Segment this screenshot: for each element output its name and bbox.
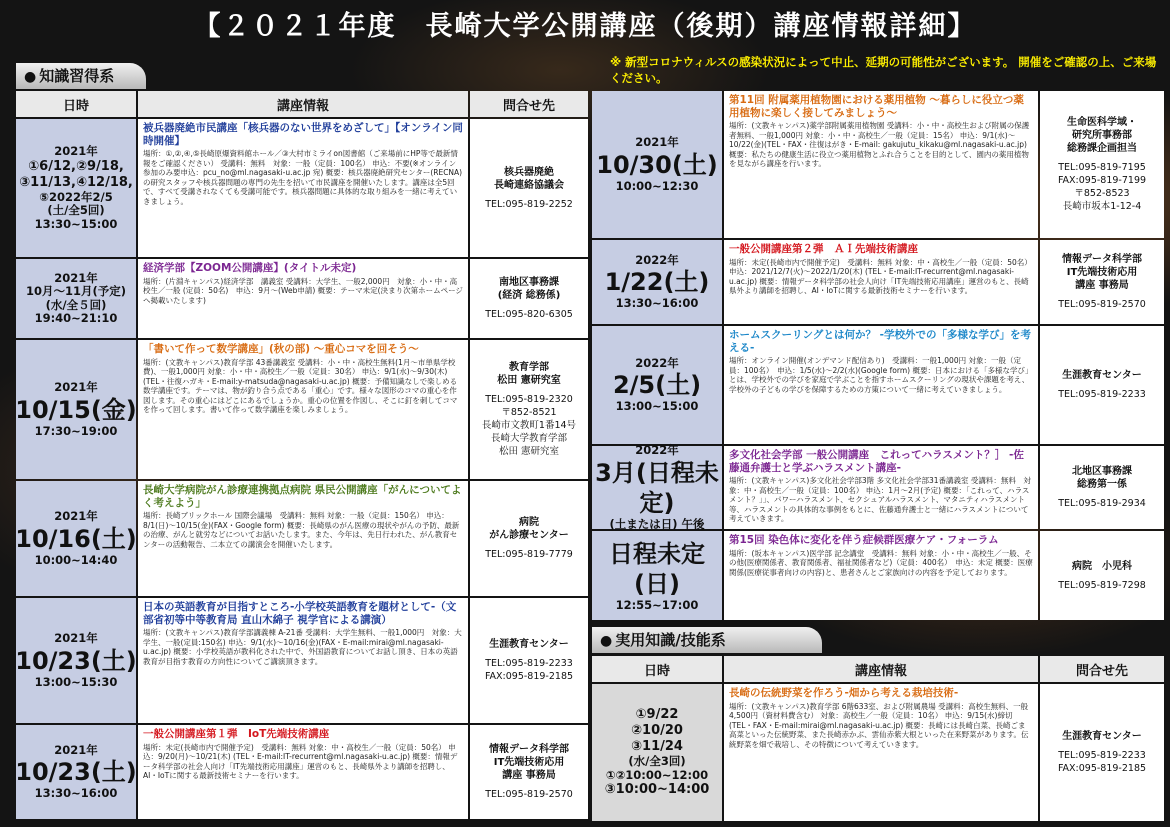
lecture-contact — [470, 119, 588, 257]
date-line: 10/15(金) — [15, 395, 137, 424]
lecture-contact — [1040, 240, 1164, 324]
column-header-info: 講座情報 — [724, 656, 1038, 682]
date-line: 13:30~16:00 — [615, 296, 699, 310]
section-knowledge-header — [16, 63, 146, 89]
contact-phone-line: 〒852-8523 — [1074, 188, 1130, 199]
date-line: (水/全3回) — [628, 754, 686, 768]
contact-phone-line: TEL:095-819-2233 — [1058, 750, 1146, 761]
contact-phone-line: FAX:095-819-2185 — [1057, 763, 1147, 774]
contact-name: 総務第一係 — [1077, 479, 1127, 490]
contact-phone — [1058, 161, 1146, 213]
date-line: ③11/24 — [631, 739, 683, 754]
contact-name: 総務課企画担当 — [1067, 143, 1137, 154]
date-line: 13:00~15:30 — [34, 674, 118, 689]
contact-name: 病院 小児科 — [1072, 560, 1132, 572]
lecture-title: 一般公開講座第１弾 IoT先端技術講座 — [143, 728, 330, 740]
lecture-info — [138, 259, 468, 338]
lecture-details: 場所：(片淵キャンパス)経済学部 講義室 受講料：大学生、一般2,000円 対象：小・中・高校生／一般 (定員：50名) 申込：9月～(Web申請) 概要：テーマ未定(決まり次第ホームページへ掲載いたします) — [143, 276, 463, 305]
lecture-title: 経済学部【ZOOM公開講座】(タイトル未定) — [143, 262, 357, 274]
lecture-title: 日本の英語教育が目指すところ-小学校英語教育を題材として-（文部省初等中等教育局 直山木綿子 視学官による講演） — [143, 601, 457, 626]
lecture-details: 場所：(文教キャンパス)教育学部 6階633室、および附属農場 受講料：高校生無料、一般4,500円（資材料費含む） 対象：高校生／一般（定員：10名） 申込：9/15(水)締切(TEL・FAX・E-mail:mirai@ml.nagasaki-u.ac.jp) 概要：長崎には長崎白菜、長崎ごま高菜といった伝統野菜、また長崎赤かぶ、雲仙赤紫大根といった在来野菜があります。伝統野菜を畑で栽培し、その特徴について考えていきます。 — [729, 701, 1029, 749]
date-line: 2022年 — [635, 355, 679, 370]
contact-name: 松田 憲研究室 — [497, 375, 561, 386]
date-line: ①9/22 — [635, 707, 679, 722]
column-header-contact: 問合せ先 — [1040, 656, 1164, 682]
date-line: ③11/13,④12/18, — [19, 174, 133, 190]
contact-phone-line: 松田 憲研究室 — [498, 446, 559, 457]
lecture-title: 被兵器廃絶市民講座「核兵器のない世界をめざして」【オンライン同時開催】 — [143, 122, 463, 147]
date-line: 10/30(土) — [596, 150, 718, 179]
lecture-title: 第15回 染色体に変化を伴う症候群医療ケア・フォーラム — [729, 534, 999, 546]
contact-name: 講座 事務局 — [1075, 280, 1129, 291]
date-line: 12:55~17:00 — [615, 597, 699, 612]
lecture-contact — [1040, 446, 1164, 529]
contact-phone-line: 長崎市文教町1番14号 — [481, 420, 577, 431]
page-title: 【２０２１年度 長崎大学公開講座（後期）講座情報詳細】 — [193, 11, 977, 42]
lecture-date — [592, 91, 722, 238]
contact-phone — [485, 657, 573, 683]
lecture-details: 場所：未定(長崎市内で開催予定) 受講料：無料 対象：中・高校生／一般（定員：50名） 申込：9/20(月)～10/21(木) (TEL・E-mail:IT-recurrent@ml.nagasaki-u.ac.jp) 概要：情報データ科学部の社会人向け「IT先端技術応用講座」運営のもと、長崎県外より講師を招聘し、AI・IoTに関する最新技術セミナーを行います。 — [143, 742, 458, 781]
contact-phone-line: TEL:095-819-7298 — [1058, 579, 1146, 591]
date-line: 13:00~15:00 — [615, 399, 699, 413]
date-line: 2021年 — [54, 380, 98, 394]
lecture-info — [724, 240, 1038, 324]
date-line: (水/全５回) — [45, 297, 107, 312]
contact-name: 生涯教育センター — [1062, 370, 1142, 381]
section-practical-header — [592, 627, 822, 653]
date-line: ①②10:00~12:00 — [605, 767, 709, 782]
contact-name: 講座 事務局 — [502, 770, 556, 781]
lecture-date — [16, 725, 136, 819]
lecture-contact — [470, 481, 588, 596]
contact-phone-line: TEL:095-819-2934 — [1058, 498, 1146, 509]
lecture-details: 場所：オンライン開催(オンデマンド配信あり) 受講料：一般1,000円 対象：一般（定員：100名） 申込：1/5(水)～2/2(水)(Google form) 概要：日本における「多様な学び」とは、学校外での学びを家庭で学ぶことを指すホームスクーリングの現状や課題を考え、学校外の子どもの学びを保障するための方策について一緒に考えていきましょう。 — [729, 356, 1033, 394]
lecture-details: 場所：未定(長崎市内で開催予定) 受講料：無料 対象：中・高校生／一般（定員：50名） 申込：2021/12/7(火)～2022/1/20(木) (TEL・E-mail:IT-recurrent@ml.nagasaki-u.ac.jp) 概要：情報データ科学部の社会人向け「IT先端技術応用講座」運営のもと、長崎県外より講師を招聘し、AI・IoTに関する最新技術セミナーを行います。 — [729, 257, 1032, 296]
lecture-details: 場所：(文教キャンパス)多文化社会学部3階 多文化社会学部31番講義室 受講料：無料 対象：中・高校生／一般（定員：100名） 申込：1月～2月(予定) 概要：「これって、ハラスメント？」」、パワーハラスメント、セクシュアルハラスメント、マタニティハラスメント等、ハラスメントの具体的な事例をもとに、佐藤通弁護士と一緒にハラスメントについて考えていきます。 — [729, 476, 1031, 524]
lecture-title: ホームスクーリングとは何か？ -学校外での「多様な学び」を考える- — [729, 329, 1032, 354]
contact-phone — [1058, 298, 1146, 311]
column-header-contact: 問合せ先 — [470, 91, 588, 117]
date-line: 2021年 — [635, 135, 679, 149]
date-line: ③10:00~14:00 — [604, 782, 710, 797]
lecture-contact — [470, 340, 588, 479]
date-line: ②10/20 — [631, 723, 683, 738]
contact-name: がん診療センター — [489, 530, 569, 541]
contact-name: 生命医科学域・ — [1067, 117, 1137, 128]
date-line: 2021年 — [54, 742, 98, 757]
lecture-contact — [470, 725, 588, 819]
date-line: 10:00~12:30 — [615, 178, 699, 193]
lecture-title: 第11回 附属薬用植物園における薬用植物 ～暮らしに役立つ薬用植物に楽しく接してみましょう～ — [729, 94, 1024, 119]
lecture-details: 場所：(文教キャンパス)教育学部 43番講義室 受講料：小・中・高校生無料(1月～市単県学校費)、一般1,000円 対象：小・中・高校生／一般（定員：30名） 申込：9/1(水)～9/30(木) (TEL・往復ハガキ・E-mail:y-matsuda@nagasaki-u.ac.jp) 概要：予備知識なしで楽しめる数学講座です。テーマは、物が釣り合う点である「重心」です。様々な図形のコマの重心を作図します。その重心にはどこにあるでしょうか。重心の位置を作図し、そこに釘を刺してコマを作って回します。書いて作って数学講座を楽しみましょう。 — [143, 357, 458, 415]
contact-phone-line: TEL:095-819-7195 — [1058, 162, 1146, 173]
contact-phone-line: TEL:095-819-2252 — [485, 198, 573, 210]
date-line: 2021年 — [54, 144, 98, 158]
lecture-title: 「書いて作って数学講座」(秋の部) ～重心コマを回そう～ — [143, 343, 419, 355]
date-line: 10/16(土) — [15, 524, 137, 553]
lecture-contact — [1040, 91, 1164, 238]
lecture-title: 一般公開講座第２弾 ＡＩ先端技術講座 — [729, 243, 918, 255]
lecture-date — [16, 598, 136, 723]
date-line: 13:30~16:00 — [34, 786, 118, 800]
contact-phone-line: 長崎市坂本1-12-4 — [1062, 201, 1142, 212]
date-line: 10/23(土) — [15, 646, 137, 675]
contact-name: 北地区事務課 — [1072, 466, 1132, 477]
contact-name: 生涯教育センター — [1062, 731, 1142, 742]
bullet-icon: ● — [24, 69, 37, 85]
contact-name: 教育学部 — [509, 362, 549, 373]
contact-phone — [1058, 749, 1146, 775]
lecture-info — [138, 725, 468, 819]
contact-phone-line: 〒852-8521 — [501, 407, 557, 418]
lecture-title: 長崎大学病院がん診療連携拠点病院 県民公開講座「がんについてよく考えよう」 — [143, 484, 462, 509]
lecture-date — [592, 240, 722, 324]
contact-phone-line: TEL:095-819-2570 — [1058, 299, 1146, 310]
date-line: 1/22(土) — [604, 268, 710, 296]
contact-phone-line: TEL:095-819-2233 — [485, 658, 573, 669]
section-label: 実用知識/技能系 — [615, 631, 726, 649]
lecture-info — [138, 340, 468, 479]
date-line: 13:30~15:00 — [34, 216, 118, 231]
date-line: 2021年 — [54, 509, 98, 523]
date-line: 17:30~19:00 — [34, 423, 118, 438]
contact-phone-line: TEL:095-819-7779 — [485, 549, 573, 560]
lecture-title: 多文化社会学部 一般公開講座 これってハラスメント？］ -佐藤通弁護士と学ぶハラスメント講座- — [729, 449, 1024, 474]
bullet-icon: ● — [600, 633, 613, 649]
lecture-contact — [470, 259, 588, 338]
lecture-contact — [470, 598, 588, 723]
contact-name: 情報データ科学部 — [489, 744, 569, 755]
lecture-title: 長崎の伝統野菜を作ろう-畑から考える栽培技術- — [729, 687, 959, 699]
lecture-details: 場所：(文教キャンパス)薬学部附属薬用植物園 受講料：小・中・高校生および附属の保護者無料、一般1,000円 対象：小・中・高校生／一般（定員：15名） 申込：9/1(水)～10/22(金)(TEL・FAX・往復はがき・E-mail: gakujutu_kikaku@ml.nagasaki-u.ac.jp) 概要：私たちの健康生活に役立つ薬用植物とふれ合うことを目的として、園内の薬用植物を見ながら講座を行います。 — [729, 121, 1030, 169]
contact-phone — [485, 548, 573, 561]
lecture-info — [724, 684, 1038, 821]
lecture-info — [724, 91, 1038, 238]
date-line: ⑤2022年2/5 — [39, 189, 113, 204]
date-line: 日程未定(日) — [609, 539, 705, 598]
left-lecture-table — [16, 91, 588, 821]
lecture-contact — [1040, 531, 1164, 620]
practical-lecture-table — [592, 656, 1166, 821]
contact-name: IT先端技術応用 — [1066, 267, 1138, 278]
date-line: (土/全5回) — [47, 203, 105, 217]
column-header-date: 日時 — [592, 656, 722, 682]
lecture-contact — [1040, 684, 1164, 821]
contact-name: 核兵器廃絶 — [504, 166, 554, 178]
lecture-date — [16, 259, 136, 338]
covid-notice: ※ 新型コロナウィルスの感染状況によって中止、延期の可能性がございます。 開催をご確認の上、ご来場ください。 — [610, 55, 1157, 85]
lecture-details: 場所：(文教キャンパス)教育学部講義棟 A-21番 受講料：大学生無料、一般1,000円 対象：大学生、一般(定員:150名) 申込：9/1(水)～10/16(金)(FAX・E-mail:mirai@ml.nagasaki-u.ac.jp) 概要：小学校英語が教科化された中で、外国語教育についてお話し頂き、日本の英語教育が目指す教育の方向性についてご講演頂きます。 — [143, 628, 462, 666]
lecture-details: 場所：(坂本キャンパス)医学部 記念講堂 受講料：無料 対象：小・中・高校生／一般、その他(医療関係者、教育関係者、福祉関係者など)（定員：400名） 申込：未定 概要：医療関係(医療従事者向けの内容)と、患者さんとご家族向けの内容を予定しております。 — [729, 548, 1033, 577]
contact-phone — [1058, 497, 1146, 510]
contact-phone — [485, 308, 573, 321]
contact-phone — [1058, 579, 1146, 592]
contact-phone-line: TEL:095-820-6305 — [485, 309, 573, 320]
lecture-date — [16, 119, 136, 257]
lecture-date — [592, 531, 722, 620]
lecture-date — [16, 340, 136, 479]
contact-name: 情報データ科学部 — [1062, 254, 1142, 265]
contact-phone-line: TEL:095-819-2320 — [485, 394, 573, 405]
contact-phone-line: 長崎大学教育学部 — [490, 433, 567, 444]
contact-name: 生涯教育センター — [489, 639, 569, 650]
right-lecture-table — [592, 91, 1166, 624]
contact-phone-line: TEL:095-819-2233 — [1058, 389, 1146, 400]
lecture-info — [724, 531, 1038, 620]
lecture-date — [592, 443, 722, 531]
lecture-details: 場所：①,②,④,⑤長崎原爆資料館ホール／③大村市ミライon図書館（ご来場前にHP等で最新情報をご確認ください） 受講料：無料 対象：一般（定員：100名） 申込：不要(※オンライン参加のみ要申込：pcu_no@ml.nagasaki-u.ac.jp 宛) 概要：核兵器廃絶研究センター(RECNA)の研究スタッフや核兵器問題の専門の先生を招いて市民講座を開催いたします。講座は全5回で、すべて受講されなくても受講可能です。核兵器問題に具体的な取り組みを一緒に考えていきましょう。 — [143, 149, 463, 206]
date-line: 10:00~14:40 — [34, 552, 118, 567]
lecture-date — [16, 481, 136, 596]
date-line: 2021年 — [54, 270, 98, 285]
contact-phone — [482, 393, 576, 458]
contact-phone-line: TEL:095-819-2570 — [485, 789, 573, 800]
contact-name: (経済 総務係) — [497, 290, 561, 301]
contact-phone — [485, 788, 573, 801]
lecture-info — [138, 119, 468, 257]
contact-phone — [485, 198, 573, 211]
column-header-date: 日時 — [16, 91, 136, 117]
contact-phone — [1058, 388, 1146, 401]
date-line: 2/5(土) — [612, 371, 702, 399]
date-line: 19:40~21:10 — [34, 311, 118, 325]
lecture-date — [592, 684, 722, 821]
contact-phone-line: FAX:095-819-2185 — [484, 671, 574, 682]
contact-name: 研究所事務部 — [1072, 130, 1132, 141]
lecture-details: 場所：長崎ブリックホール 国際会議場 受講料：無料 対象：一般（定員：150名） 申込：8/1(日)～10/15(金)(FAX・Google form) 概要：長崎県のがん医療の現状やがんの予防、最新の治療、がんと就労などについてお話いたします。また、今年は、先日行われた、がん教育センターの活動報告、二本立ての講演会を開催いたします。 — [143, 511, 460, 549]
lecture-date — [592, 326, 722, 444]
contact-name: 南地区事務課 — [499, 277, 559, 288]
date-line: 2022年 — [635, 443, 679, 457]
date-line: 10月～11月(予定) — [25, 284, 127, 298]
section-label: 知識習得系 — [39, 67, 115, 85]
contact-phone-line: FAX:095-819-7199 — [1057, 175, 1147, 186]
contact-name: 長崎連絡協議会 — [494, 179, 564, 191]
lecture-info — [724, 446, 1038, 529]
contact-name: 病院 — [519, 517, 539, 528]
date-line: 2021年 — [54, 631, 98, 645]
contact-name: IT先端技術応用 — [493, 757, 565, 768]
lecture-info — [724, 326, 1038, 444]
column-header-info: 講座情報 — [138, 91, 468, 117]
date-line: ①6/12,②9/18, — [28, 158, 124, 174]
lecture-contact — [1040, 326, 1164, 444]
date-line: 10/23(土) — [15, 758, 137, 786]
date-line: 2022年 — [635, 252, 679, 267]
lecture-info — [138, 481, 468, 596]
lecture-info — [138, 598, 468, 723]
date-line: 3月(日程未定) — [595, 458, 719, 517]
date-line: (土または日) 午後 — [609, 516, 705, 531]
